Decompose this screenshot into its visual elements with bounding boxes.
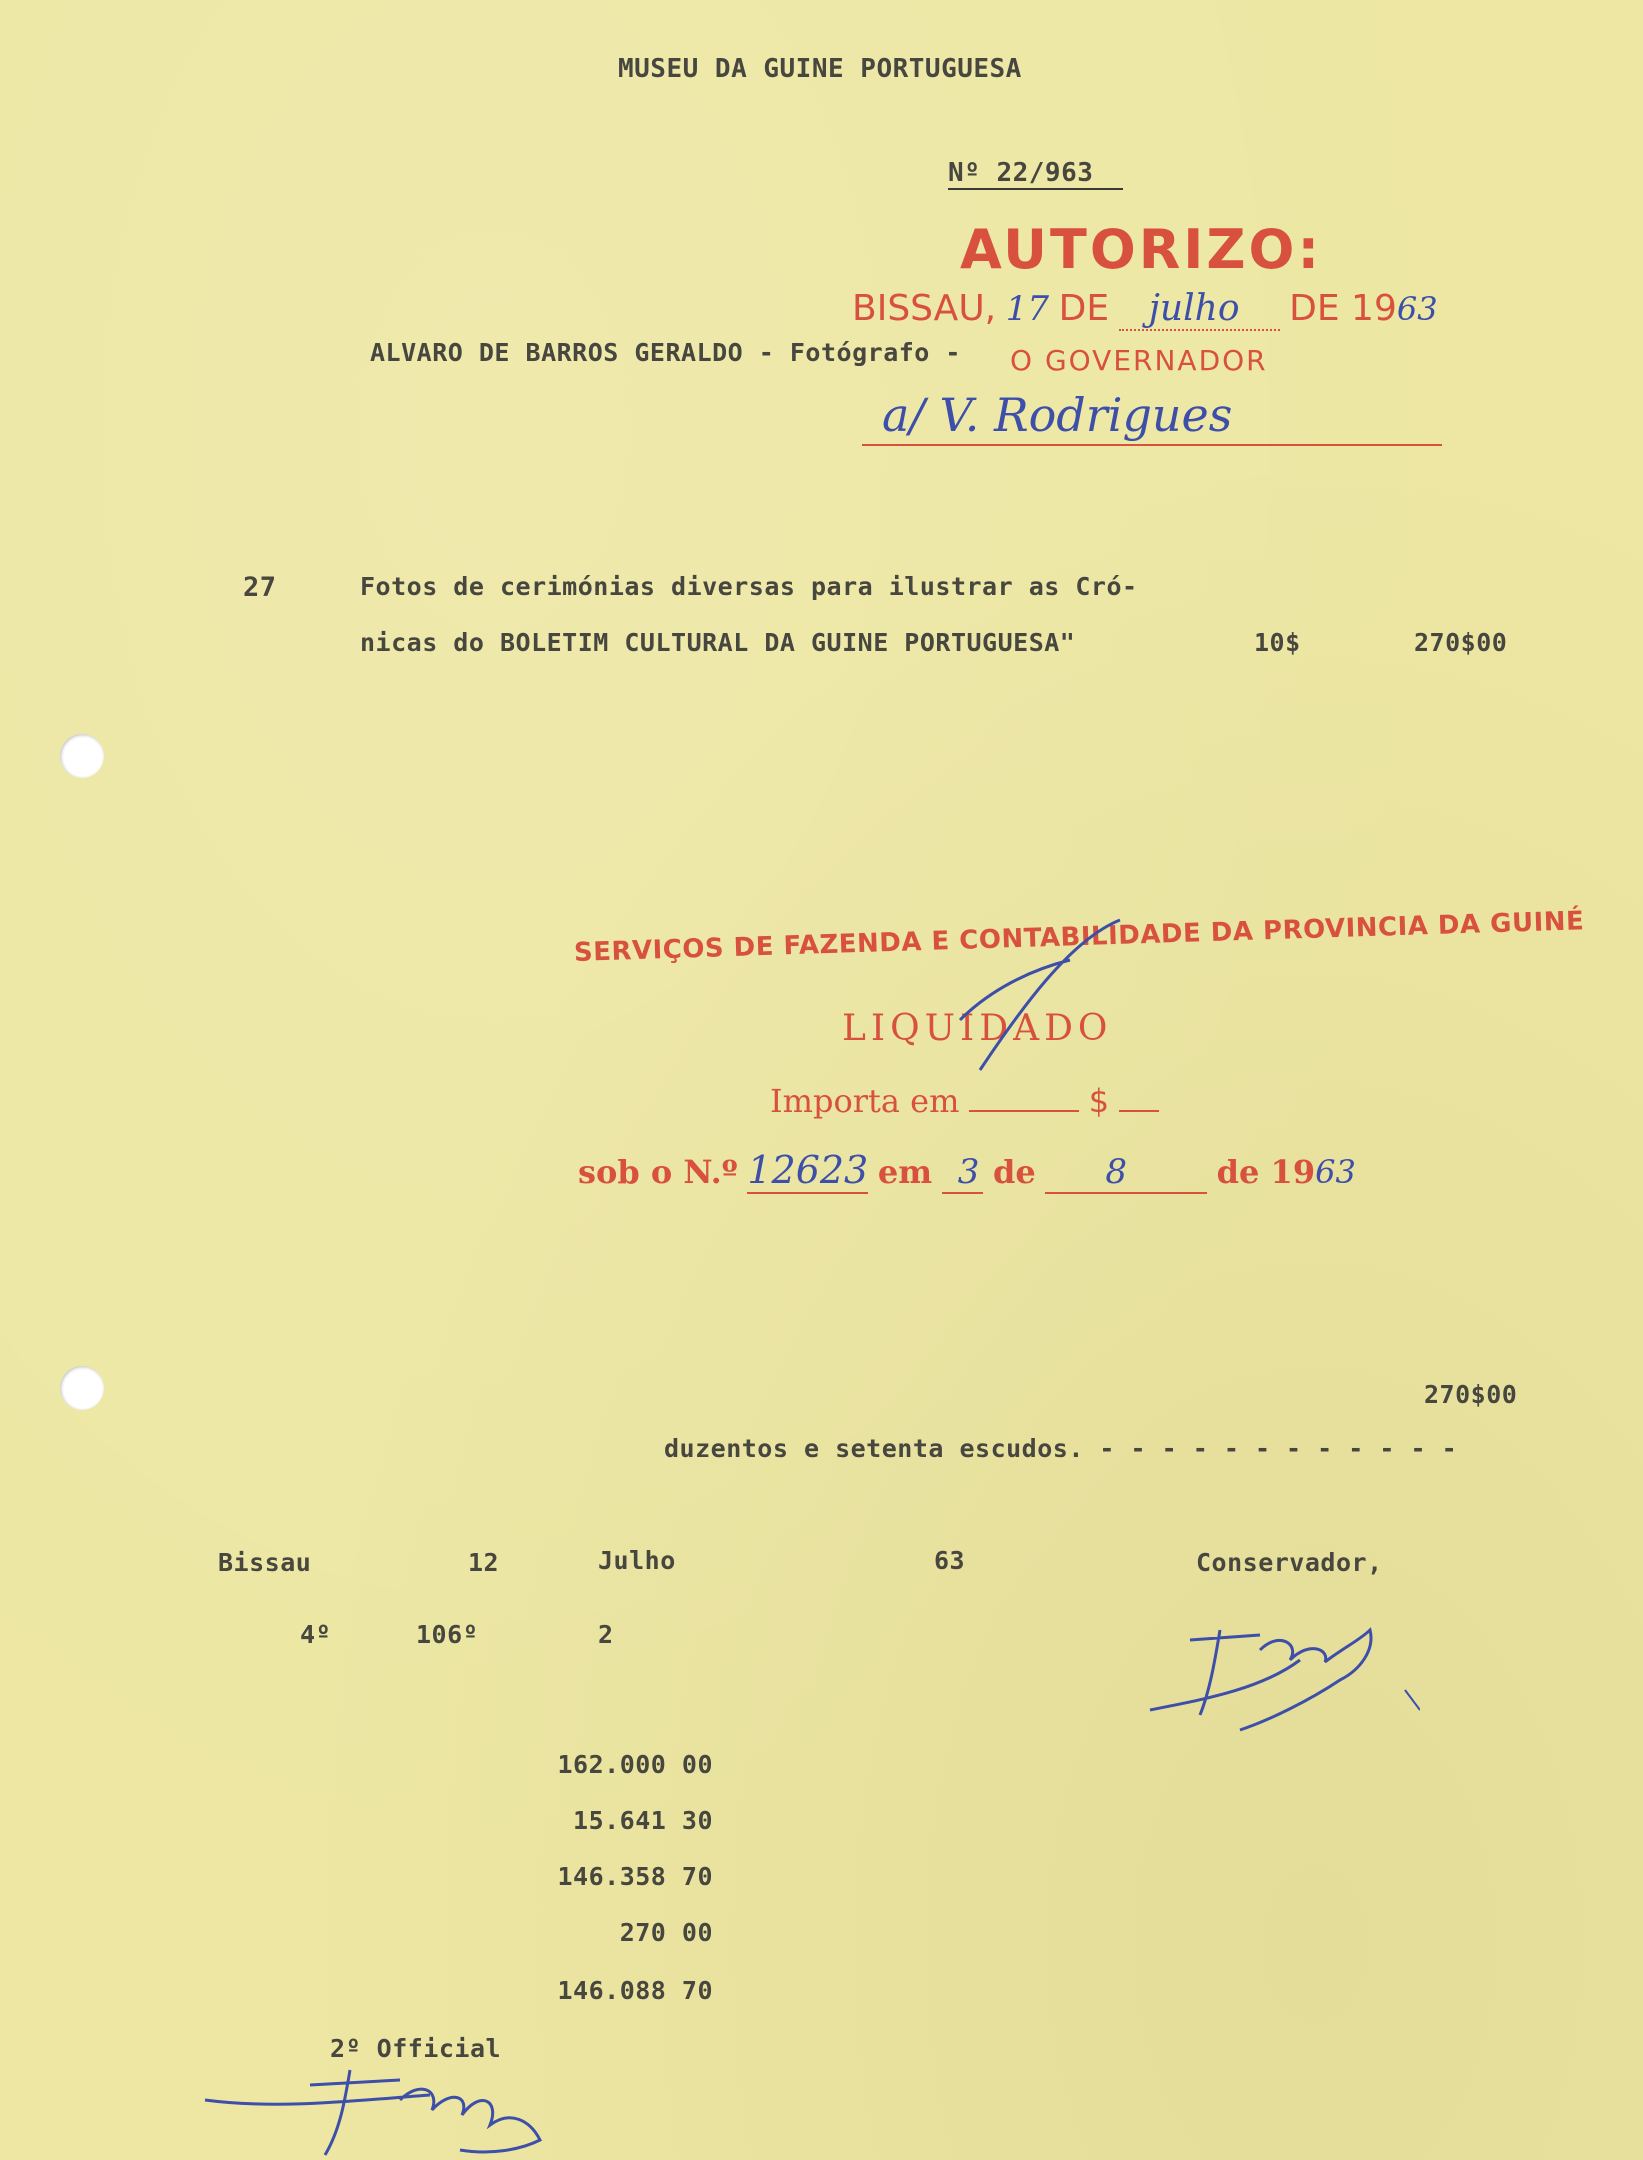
date-year: 63 — [934, 1546, 966, 1575]
authorization-stamp-title: AUTORIZO: — [960, 218, 1323, 281]
account-line-2: 15.641 30 — [573, 1806, 713, 1835]
stamp-de-year-prefix: DE 19 — [1289, 288, 1397, 329]
account-line-3: 146.358 70 — [557, 1862, 713, 1891]
sob-number: 12623 — [747, 1148, 869, 1192]
stamp-year: 63 — [1396, 290, 1438, 328]
item-total: 270$00 — [1414, 628, 1508, 657]
em-label: em — [877, 1153, 933, 1191]
official-signature — [200, 2030, 560, 2160]
liquidation-stamp-status: LIQUIDADO — [842, 1008, 1113, 1049]
authorization-stamp-role: O GOVERNADOR — [1010, 344, 1268, 377]
authorization-stamp-date — [852, 288, 1438, 329]
item-quantity: 27 — [243, 572, 277, 603]
item-unit-price: 10$ — [1254, 628, 1301, 657]
date-month: Julho — [598, 1546, 676, 1575]
payee-name: ALVARO DE BARROS GERALDO - Fotógrafo - — [370, 338, 961, 367]
liquidation-reference-line — [578, 1148, 1356, 1192]
code-a: 4º — [300, 1620, 332, 1649]
year-label: de 19 — [1216, 1153, 1316, 1191]
stamp-place: BISSAU, — [852, 288, 997, 329]
account-line-5: 146.088 70 — [557, 1976, 713, 2005]
conservator-signature — [1140, 1590, 1420, 1740]
liquidation-stamp-office: SERVIÇOS DE FAZENDA E CONTABILIDADE DA PROVINCIA DA GUINÉ — [573, 906, 1585, 968]
code-b: 106º — [416, 1620, 479, 1649]
date-place: Bissau — [218, 1548, 312, 1577]
summary-total: 270$00 — [1424, 1380, 1518, 1409]
institution-title: MUSEU DA GUINE PORTUGUESA — [618, 54, 1022, 84]
conservator-label: Conservador, — [1196, 1548, 1383, 1577]
de-label: de — [993, 1153, 1036, 1191]
item-description-line2: nicas do BOLETIM CULTURAL DA GUINE PORTUGUESA" — [360, 628, 1076, 657]
item-description-line1: Fotos de cerimónias diversas para ilustrar as Cró- — [360, 572, 1138, 601]
liquidation-initials — [900, 900, 1160, 1100]
account-line-1: 162.000 00 — [557, 1750, 713, 1779]
amount-currency: $ — [1088, 1082, 1110, 1120]
amount-label: Importa em — [770, 1082, 960, 1120]
stamp-de: DE — [1058, 288, 1110, 329]
date-day: 12 — [468, 1548, 500, 1577]
code-c: 2 — [598, 1620, 614, 1649]
document-number: Nº 22/963 — [948, 158, 1123, 190]
stamp-day: 17 — [1005, 289, 1050, 329]
sob-label: sob o N.º — [578, 1153, 738, 1191]
punch-hole-top — [60, 734, 104, 778]
total-in-words: duzentos e setenta escudos. - - - - - - - - - - - - — [664, 1434, 1458, 1463]
liquidation-year: 63 — [1315, 1153, 1356, 1191]
punch-hole-bottom — [60, 1366, 104, 1410]
liquidation-day: 3 — [942, 1152, 984, 1194]
governor-signature: a/ V. Rodrigues — [862, 388, 1442, 446]
liquidation-month: 8 — [1045, 1152, 1207, 1194]
account-line-4: 270 00 — [619, 1918, 713, 1947]
official-label: 2º Official — [330, 2034, 502, 2063]
stamp-month: julho — [1119, 288, 1280, 331]
